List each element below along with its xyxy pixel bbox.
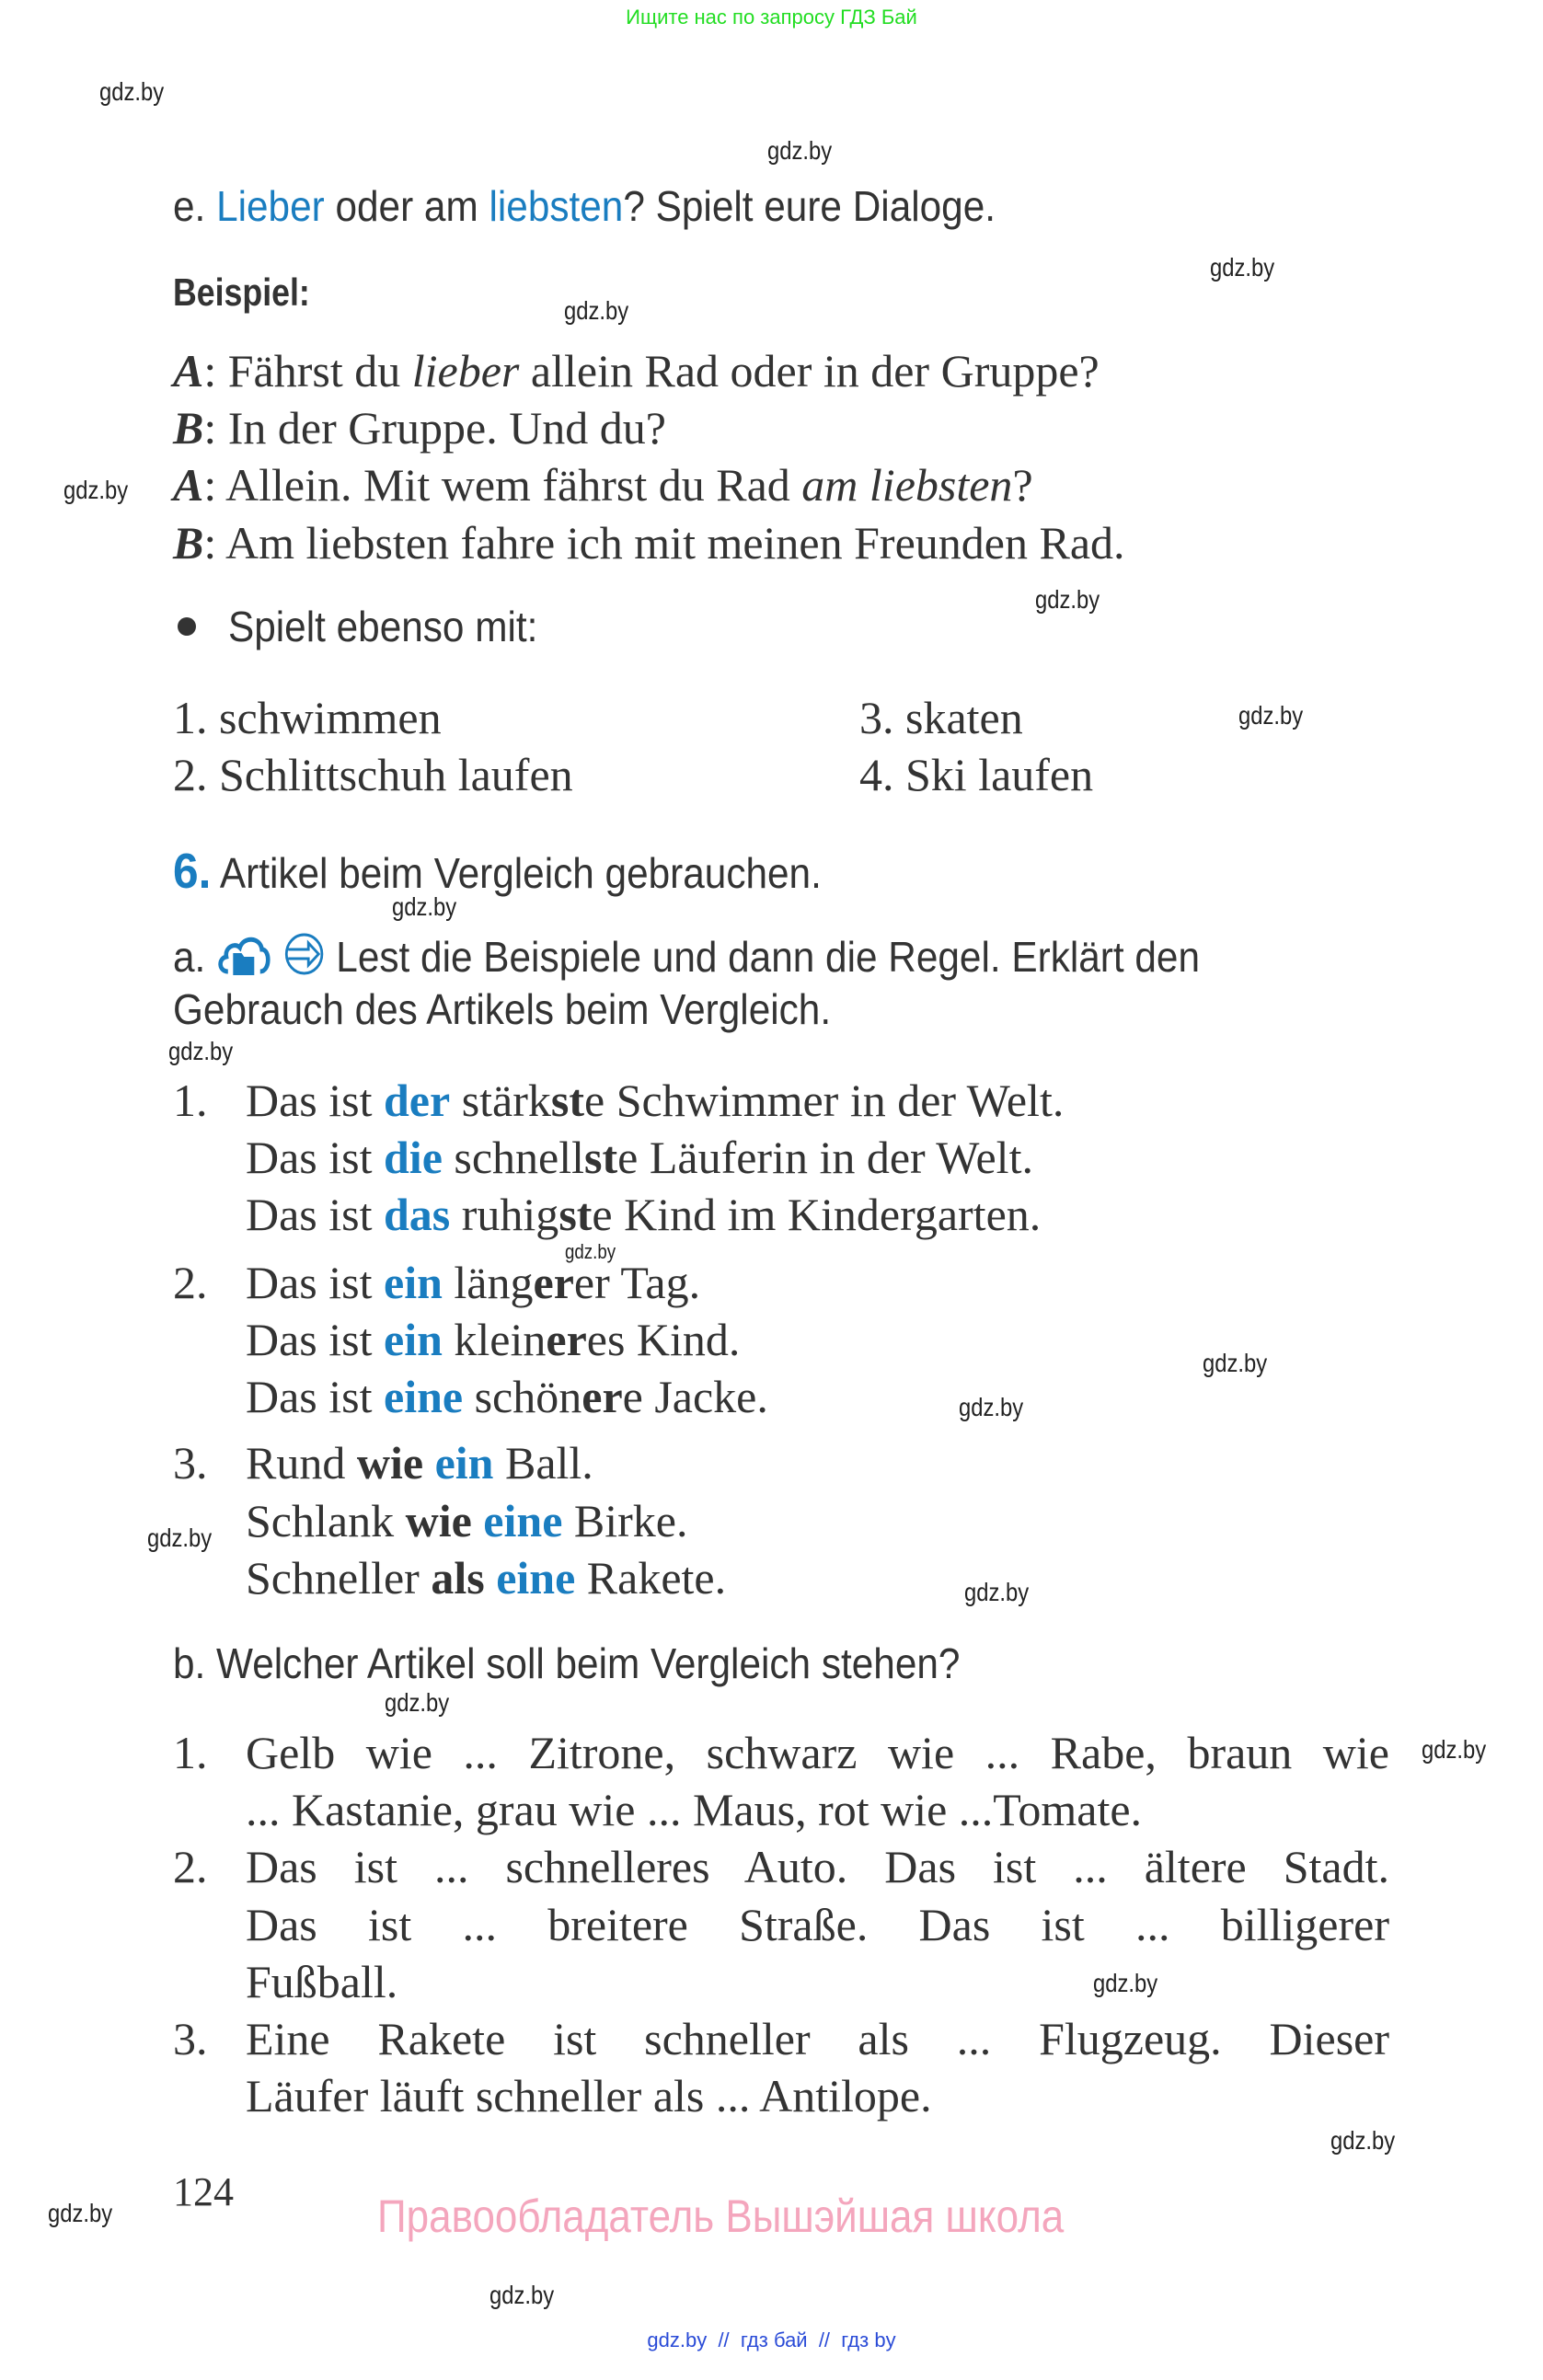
exercise-6-heading — [173, 844, 822, 901]
page-number: 124 — [173, 2169, 234, 2214]
text-segment: wie — [356, 1437, 424, 1489]
text-segment: : In der Gruppe. Und du? — [203, 402, 666, 454]
group-number: 1. — [173, 1075, 208, 1126]
text-segment: schön — [463, 1371, 582, 1422]
text-segment: er — [546, 1314, 587, 1365]
watermark: gdz.by — [767, 136, 833, 165]
text-segment: B — [173, 402, 204, 454]
watermark: gdz.by — [1422, 1735, 1487, 1764]
text-segment: : Am liebsten fahre ich mit meinen Freunden Rad. — [203, 517, 1125, 569]
watermark: gdz.by — [1330, 2126, 1396, 2155]
exercise-e-heading — [173, 178, 996, 234]
highlighted-word: liebsten — [489, 182, 624, 230]
text-segment: B — [173, 517, 204, 569]
example-label: Beispiel: — [173, 270, 310, 314]
text-segment: st — [558, 1189, 593, 1240]
text-segment: ruhig — [450, 1189, 559, 1240]
text-segment: Das ist — [246, 1075, 384, 1126]
option-item: 2. Schlittschuh laufen — [173, 749, 573, 800]
text-segment: ? Spielt eure Dialoge. — [623, 182, 996, 230]
highlighted-word: eine — [496, 1552, 576, 1604]
example-line — [246, 1072, 1064, 1129]
text-segment: e Kind im Kindergarten. — [592, 1189, 1042, 1240]
item-number: 1. — [173, 1727, 208, 1778]
item-line: Das ist ... schnelleres Auto. Das ist ... ältere Stadt. — [246, 1841, 1389, 1892]
text-segment: schnell — [442, 1132, 585, 1183]
watermark: gdz.by — [959, 1393, 1024, 1421]
copyright-notice: Правообладатель Вышэйшая школа — [377, 2190, 1065, 2242]
text-segment: er Tag. — [573, 1257, 701, 1308]
exercise-number: 6. — [173, 844, 212, 899]
highlighted-word: ein — [384, 1314, 443, 1365]
highlighted-word: ein — [384, 1257, 443, 1308]
text-segment: läng — [442, 1257, 534, 1308]
watermark: gdz.by — [489, 2281, 555, 2309]
task-a-text: Lest die Beispiele und dann die Regel. Erklärt den — [336, 933, 1201, 981]
text-segment: : Fährst du — [203, 345, 412, 397]
example-line — [246, 1368, 768, 1425]
option-item: 3. skaten — [859, 692, 1023, 743]
watermark: gdz.by — [1203, 1349, 1268, 1377]
item-number: 2. — [173, 1841, 208, 1892]
text-segment: Schneller — [246, 1552, 432, 1604]
item-line: Gelb wie ... Zitrone, schwarz wie ... Rabe, braun wie — [246, 1727, 1389, 1778]
item-number: 3. — [173, 2013, 208, 2064]
bullet-icon — [178, 617, 196, 636]
text-segment: wie — [405, 1495, 472, 1546]
dialog-line — [173, 514, 1125, 571]
highlighted-word: Lieber — [216, 182, 325, 230]
text-segment — [423, 1437, 435, 1489]
option-item: 1. schwimmen — [173, 692, 442, 743]
exercise-title: Artikel beim Vergleich gebrauchen. — [219, 849, 822, 897]
highlighted-word: eine — [384, 1371, 464, 1422]
text-segment: Das ist — [246, 1132, 384, 1183]
text-segment: Das ist — [246, 1257, 384, 1308]
item-line: ... Kastanie, grau wie ... Maus, rot wie ...Tomate. — [246, 1784, 1143, 1835]
item-line: Läufer läuft schneller als ... Antilope. — [246, 2070, 932, 2121]
task-b-heading: b. Welcher Artikel soll beim Vergleich stehen? — [173, 1639, 961, 1687]
dialog-line — [173, 342, 1100, 399]
watermark: gdz.by — [63, 476, 129, 504]
task-a-label: a. — [173, 933, 206, 981]
top-banner[interactable]: Ищите нас по запросу ГДЗ Бай — [626, 6, 917, 29]
example-line — [246, 1186, 1041, 1243]
item-line: Das ist ... breitere Straße. Das ist ... billigerer — [246, 1899, 1389, 1950]
watermark: gdz.by — [99, 77, 165, 106]
watermark: gdz.by — [1093, 1969, 1158, 1997]
item-line: Fußball. — [246, 1956, 398, 2007]
text-segment: Ball. — [493, 1437, 593, 1489]
task-a-line-2: Gebrauch des Artikels beim Vergleich. — [173, 985, 832, 1033]
highlighted-word: eine — [483, 1495, 563, 1546]
text-segment — [485, 1552, 497, 1604]
example-line — [246, 1434, 593, 1491]
highlighted-word: die — [384, 1132, 443, 1183]
group-number: 3. — [173, 1437, 208, 1489]
dialog-line — [173, 456, 1033, 513]
highlighted-word: ein — [434, 1437, 494, 1489]
watermark: gdz.by — [1210, 253, 1275, 282]
task-a-line-1 — [173, 929, 1200, 990]
highlighted-word: das — [384, 1189, 451, 1240]
text-segment: ? — [1012, 459, 1033, 511]
text-segment: Das ist — [246, 1189, 384, 1240]
text-segment: e Jacke. — [622, 1371, 768, 1422]
group-number: 2. — [173, 1257, 208, 1308]
text-segment: st — [584, 1132, 618, 1183]
text-segment: lieber — [411, 345, 520, 397]
text-segment: e Schwimmer in der Welt. — [584, 1075, 1065, 1126]
text-segment: e. — [173, 182, 217, 230]
example-line — [246, 1254, 700, 1311]
dialog-line — [173, 399, 666, 456]
watermark: gdz.by — [1238, 701, 1304, 730]
watermark: gdz.by — [48, 2199, 113, 2227]
text-segment: klein — [442, 1314, 547, 1365]
watermark: gdz.by — [168, 1037, 234, 1065]
watermark: gdz.by — [392, 892, 457, 921]
text-segment: A — [173, 459, 204, 511]
bullet-text: Spielt ebenso mit: — [228, 603, 538, 650]
text-segment: Rund — [246, 1437, 357, 1489]
text-segment: er — [533, 1257, 574, 1308]
text-segment: e Läuferin in der Welt. — [617, 1132, 1033, 1183]
text-segment: A — [173, 345, 204, 397]
watermark: gdz.by — [147, 1523, 213, 1552]
text-segment: es Kind. — [586, 1314, 741, 1365]
watermark: gdz.by — [1035, 585, 1100, 614]
option-item: 4. Ski laufen — [859, 749, 1094, 800]
highlighted-word: der — [384, 1075, 451, 1126]
text-segment: er — [582, 1371, 623, 1422]
footer-links[interactable]: gdz.by // гдз бай // гдз by — [647, 2328, 896, 2351]
watermark: gdz.by — [964, 1578, 1030, 1606]
text-segment: als — [431, 1552, 485, 1604]
watermark: gdz.by — [385, 1688, 450, 1717]
text-segment: am liebsten — [801, 459, 1013, 511]
text-segment: Birke. — [562, 1495, 688, 1546]
text-segment: Rakete. — [575, 1552, 727, 1604]
example-line — [246, 1492, 687, 1549]
text-segment: Das ist — [246, 1314, 384, 1365]
example-line — [246, 1129, 1033, 1186]
text-segment: allein Rad oder in der Gruppe? — [519, 345, 1100, 397]
example-line — [246, 1311, 740, 1368]
text-segment: : Allein. Mit wem fährst du Rad — [203, 459, 802, 511]
watermark: gdz.by — [564, 296, 629, 325]
text-segment: oder am — [324, 182, 489, 230]
text-segment: Das ist — [246, 1371, 384, 1422]
example-line — [246, 1549, 726, 1606]
watermark: gdz.by — [565, 1240, 616, 1263]
text-segment: stärk — [450, 1075, 551, 1126]
text-segment: st — [550, 1075, 585, 1126]
text-segment: Schlank — [246, 1495, 406, 1546]
text-segment — [472, 1495, 484, 1546]
item-line: Eine Rakete ist schneller als ... Flugzeug. Dieser — [246, 2013, 1389, 2064]
